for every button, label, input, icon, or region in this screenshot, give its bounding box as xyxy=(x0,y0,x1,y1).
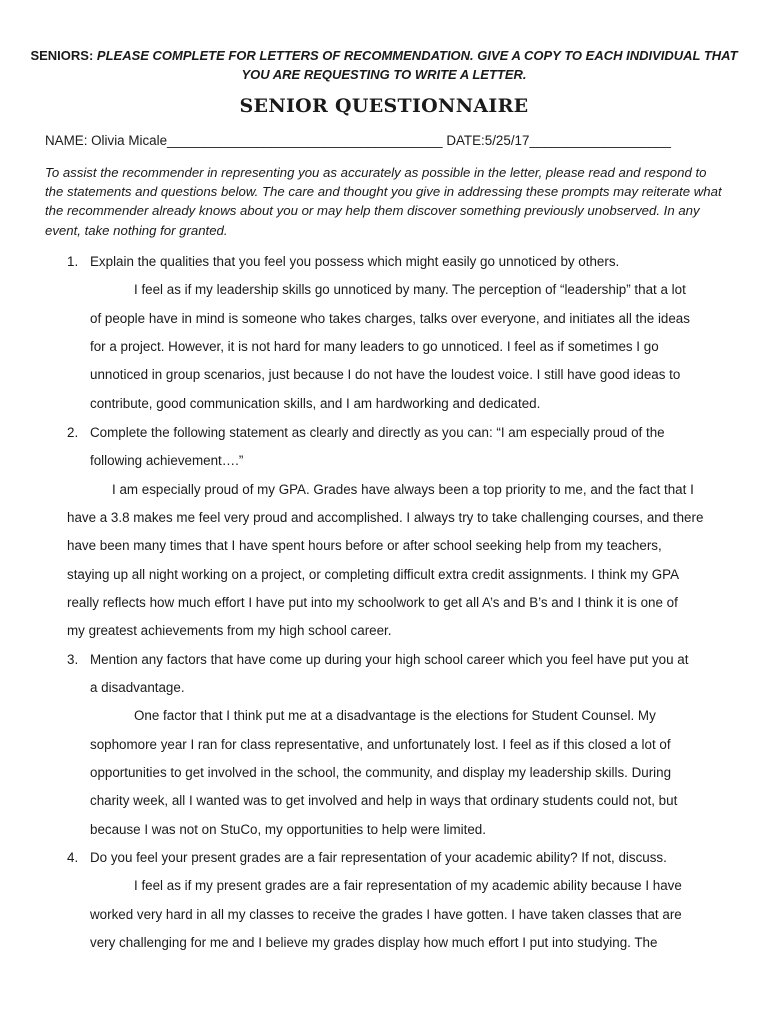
question-prompt: Explain the qualities that you feel you possess which might easily go unnoticed by others. xyxy=(90,254,620,269)
answer-line: of people have in mind is someone who takes charges, talks over everyone, and initiates all the ideas xyxy=(90,311,690,326)
answer-line: I feel as if my present grades are a fair representation of my academic ability because I have xyxy=(134,878,682,893)
answer-line: I am especially proud of my GPA. Grades have always been a top priority to me, and the fact that I xyxy=(112,482,694,497)
answer-line: charity week, all I wanted was to get involved and help in ways that ordinary students could not, but xyxy=(90,793,678,808)
name-label: NAME: Olivia Micale xyxy=(45,133,168,148)
name-date-row xyxy=(45,133,671,148)
answer-line: I feel as if my leadership skills go unnoticed by many. The perception of “leadership” that a lot xyxy=(134,282,686,297)
intro-paragraph: To assist the recommender in representing you as accurately as possible in the letter, please read and respond to the statements and questions below. The care and thought you give in addressing these prompts may reiterate what the recommender already knows about you or may help them discover something previously unobserved. In any event, take nothing for granted. xyxy=(45,165,722,238)
question-prompt: following achievement….” xyxy=(90,453,244,468)
answer-line: have a 3.8 makes me feel very proud and accomplished. I always try to take challenging courses, and there xyxy=(67,510,704,525)
question-prompt: Mention any factors that have come up during your high school career which you feel have put you at xyxy=(90,652,689,667)
name-blank: _____________________________________ xyxy=(167,133,443,148)
question-number: 1. xyxy=(67,254,79,269)
answer-line: contribute, good communication skills, and I am hardworking and dedicated. xyxy=(90,396,541,411)
question-prompt: Complete the following statement as clearly and directly as you can: “I am especially proud of the xyxy=(90,425,665,440)
answer-line: for a project. However, it is not hard for many leaders to go unnoticed. I feel as if sometimes I go xyxy=(90,339,659,354)
answer-line: really reflects how much effort I have put into my schoolwork to get all A’s and B’s and I think it is one of xyxy=(67,595,678,610)
answer-line: opportunities to get involved in the school, the community, and display my leadership skills. During xyxy=(90,765,672,780)
question-number: 2. xyxy=(67,425,79,440)
answer-line: because I was not on StuCo, my opportunities to help were limited. xyxy=(90,822,486,837)
instructions-text: YOU ARE REQUESTING TO WRITE A LETTER. xyxy=(241,67,527,82)
instructions-header-line-2 xyxy=(30,65,738,84)
answer-line: unnoticed in group scenarios, just because I do not have the loudest voice. I still have good ideas to xyxy=(90,367,681,382)
answer-line: have been many times that I have spent hours before or after school seeking help from my teachers, xyxy=(67,538,662,553)
answer-line: worked very hard in all my classes to receive the grades I have gotten. I have taken classes that are xyxy=(90,907,682,922)
question-prompt: a disadvantage. xyxy=(90,680,185,695)
answer-line: my greatest achievements from my high school career. xyxy=(67,623,392,638)
answer-line: staying up all night working on a project, or completing difficult extra credit assignments. I think my GPA xyxy=(67,567,680,582)
answer-line: sophomore year I ran for class representative, and unfortunately lost. I feel as if this closed a lot of xyxy=(90,737,671,752)
question-number: 3. xyxy=(67,652,79,667)
instructions-header-line-1 xyxy=(30,46,738,65)
seniors-prefix: SENIORS: xyxy=(30,48,97,63)
date-blank: ___________________ xyxy=(529,133,671,148)
question-number: 4. xyxy=(67,850,79,865)
answer-line: One factor that I think put me at a disadvantage is the elections for Student Counsel. My xyxy=(134,708,656,723)
instructions-text: PLEASE COMPLETE FOR LETTERS OF RECOMMENDATION. GIVE A COPY TO EACH INDIVIDUAL THAT xyxy=(96,48,738,63)
page-title: SENIOR QUESTIONNAIRE xyxy=(239,95,529,117)
date-label: DATE:5/25/17 xyxy=(442,133,530,148)
answer-line: very challenging for me and I believe my grades display how much effort I put into studying. The xyxy=(90,935,658,950)
question-prompt: Do you feel your present grades are a fair representation of your academic ability? If not, discuss. xyxy=(90,850,667,865)
